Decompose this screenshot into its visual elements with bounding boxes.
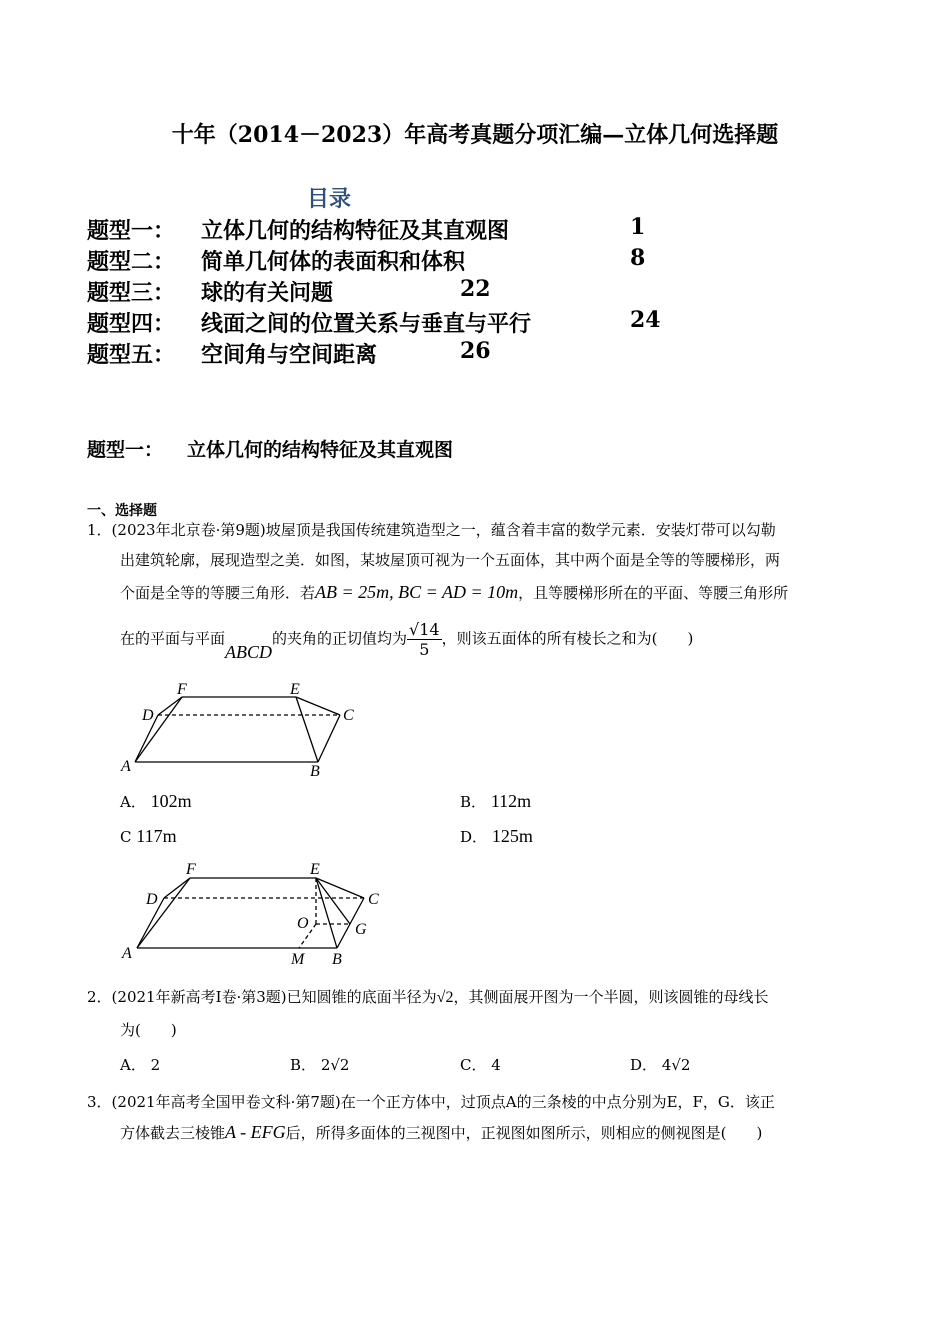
label-G: G: [355, 921, 367, 938]
q3-line2-b: 后，所得多面体的三视图中，正视图如图所示，则相应的侧视图是( ): [285, 1124, 763, 1142]
q1-figure-1: [110, 680, 370, 780]
q1-line2: 出建筑轮廓，展现造型之美．如图，某坡屋顶可视为一个五面体，其中两个面是全等的等腰梯形，两: [120, 551, 781, 569]
q1-option-d-key: D．: [460, 828, 488, 846]
edge-EC: [296, 697, 340, 715]
q1-figure-2: [112, 856, 392, 971]
edge-DF: [158, 697, 182, 715]
q1-option-b[interactable]: [460, 791, 531, 812]
toc-label-1[interactable]: 题型一：: [87, 218, 176, 244]
label-C: C: [368, 891, 379, 908]
section-label: 题型一：: [87, 439, 164, 461]
q2-option-c[interactable]: [460, 1054, 501, 1075]
q2-radius: √2: [436, 989, 454, 1006]
q1-option-c-key: C: [120, 828, 132, 846]
toc-page-3[interactable]: 22: [460, 276, 491, 302]
q1-math-plane: ABCD: [225, 641, 273, 662]
toc-text-2[interactable]: 简单几何体的表面积和体积: [201, 249, 466, 275]
toc-label-3[interactable]: 题型三：: [87, 280, 176, 306]
label-F: F: [177, 681, 187, 698]
label-O: O: [297, 915, 309, 932]
q2-option-d[interactable]: [630, 1054, 690, 1075]
q1-option-b-value: 112m: [490, 791, 532, 811]
q1-option-c[interactable]: [120, 826, 177, 847]
edge-EB: [316, 878, 337, 948]
label-D: D: [142, 707, 154, 724]
edge-EB: [296, 697, 318, 762]
q1-option-b-key: B．: [460, 793, 487, 811]
toc-text-4[interactable]: 线面之间的位置关系与垂直与平行: [201, 311, 532, 337]
q3-line2: [120, 1122, 762, 1143]
toc-label-2[interactable]: 题型二：: [87, 249, 176, 275]
q2-option-d-key: D．: [630, 1056, 658, 1074]
label-M: M: [291, 951, 305, 968]
q1-fraction-den: 5: [419, 640, 430, 659]
q1-option-d-value: 125m: [491, 826, 533, 846]
edge-AF: [137, 878, 190, 948]
q2-option-a-value: 2: [150, 1056, 161, 1074]
q2-option-b-key: B．: [290, 1056, 317, 1074]
subsection-title: 一、选择题: [87, 503, 157, 519]
q3-line2-a: 方体截去三棱锥: [120, 1124, 226, 1142]
q2-line2: 为( ): [120, 1021, 177, 1039]
toc-text-3[interactable]: 球的有关问题: [201, 280, 334, 306]
q1-line3-a: 个面是全等的等腰三角形．若: [120, 584, 316, 602]
toc-heading[interactable]: 目录: [307, 186, 352, 212]
q1-line4-a: 在的平面与平面: [120, 629, 226, 648]
section-title: 立体几何的结构特征及其直观图: [187, 439, 454, 461]
toc-text-5[interactable]: 空间角与空间距离: [201, 342, 378, 368]
page-title: 十年（2014－2023）年高考真题分项汇编—立体几何选择题: [171, 122, 779, 148]
q1-option-a-value: 102m: [150, 791, 192, 811]
q2-line1-b: ，其侧面展开图为一个半圆，则该圆锥的母线长: [453, 988, 769, 1006]
label-A: A: [122, 945, 132, 962]
q3-line1: 3．(2021年高考全国甲卷文科·第7题)在一个正方体中，过顶点A的三条棱的中点分别为E，F，G．该正: [87, 1093, 775, 1111]
toc-page-5[interactable]: 26: [460, 338, 491, 364]
q1-fraction-num: √14: [409, 620, 440, 639]
edge-CB: [318, 715, 340, 762]
label-E: E: [290, 681, 300, 698]
label-E: E: [310, 861, 320, 878]
label-D: D: [146, 891, 158, 908]
q1-line4-c: ，则该五面体的所有棱长之和为( ): [441, 629, 694, 648]
q1-line1: 1．(2023年北京卷·第9题)坡屋顶是我国传统建筑造型之一，蕴含着丰富的数学元素．安装灯带可以勾勒: [87, 521, 776, 539]
q1-fraction: [407, 620, 442, 659]
toc-label-5[interactable]: 题型五：: [87, 342, 176, 368]
q1-line3: [120, 582, 788, 603]
toc-page-4[interactable]: 24: [630, 307, 661, 333]
q1-line4: [120, 620, 694, 662]
label-F: F: [186, 861, 196, 878]
label-C: C: [343, 707, 354, 724]
q2-line1: [87, 986, 768, 1007]
q1-math-lengths: AB = 25m, BC = AD = 10m: [315, 582, 519, 602]
toc-page-2[interactable]: 8: [630, 245, 646, 271]
q1-option-d[interactable]: [460, 826, 533, 847]
q1-line3-b: ，且等腰梯形所在的平面、等腰三角形所: [518, 584, 789, 602]
q1-line4-b: 的夹角的正切值均为: [272, 629, 408, 648]
q2-option-a-key: A．: [120, 1056, 146, 1074]
toc-text-1[interactable]: 立体几何的结构特征及其直观图: [201, 218, 510, 244]
q2-option-c-key: C．: [460, 1056, 487, 1074]
toc-label-4[interactable]: 题型四：: [87, 311, 176, 337]
q2-option-c-value: 4: [491, 1056, 501, 1074]
q2-option-a[interactable]: [120, 1054, 160, 1075]
q2-option-b-value: 2√2: [320, 1056, 350, 1074]
label-B: B: [332, 951, 342, 968]
q2-line1-a: 2．(2021年新高考Ⅰ卷·第3题)已知圆锥的底面半径为: [87, 988, 437, 1006]
q2-option-b[interactable]: [290, 1054, 349, 1075]
q1-option-a[interactable]: [120, 791, 192, 812]
label-B: B: [310, 763, 320, 780]
q1-option-a-key: A．: [120, 793, 146, 811]
q2-option-d-value: 4√2: [661, 1056, 691, 1074]
q3-math-pyramid: A - EFG: [225, 1122, 286, 1142]
q1-option-c-value: 117m: [136, 826, 177, 846]
toc-page-1[interactable]: 1: [630, 214, 646, 240]
label-A: A: [121, 758, 131, 775]
